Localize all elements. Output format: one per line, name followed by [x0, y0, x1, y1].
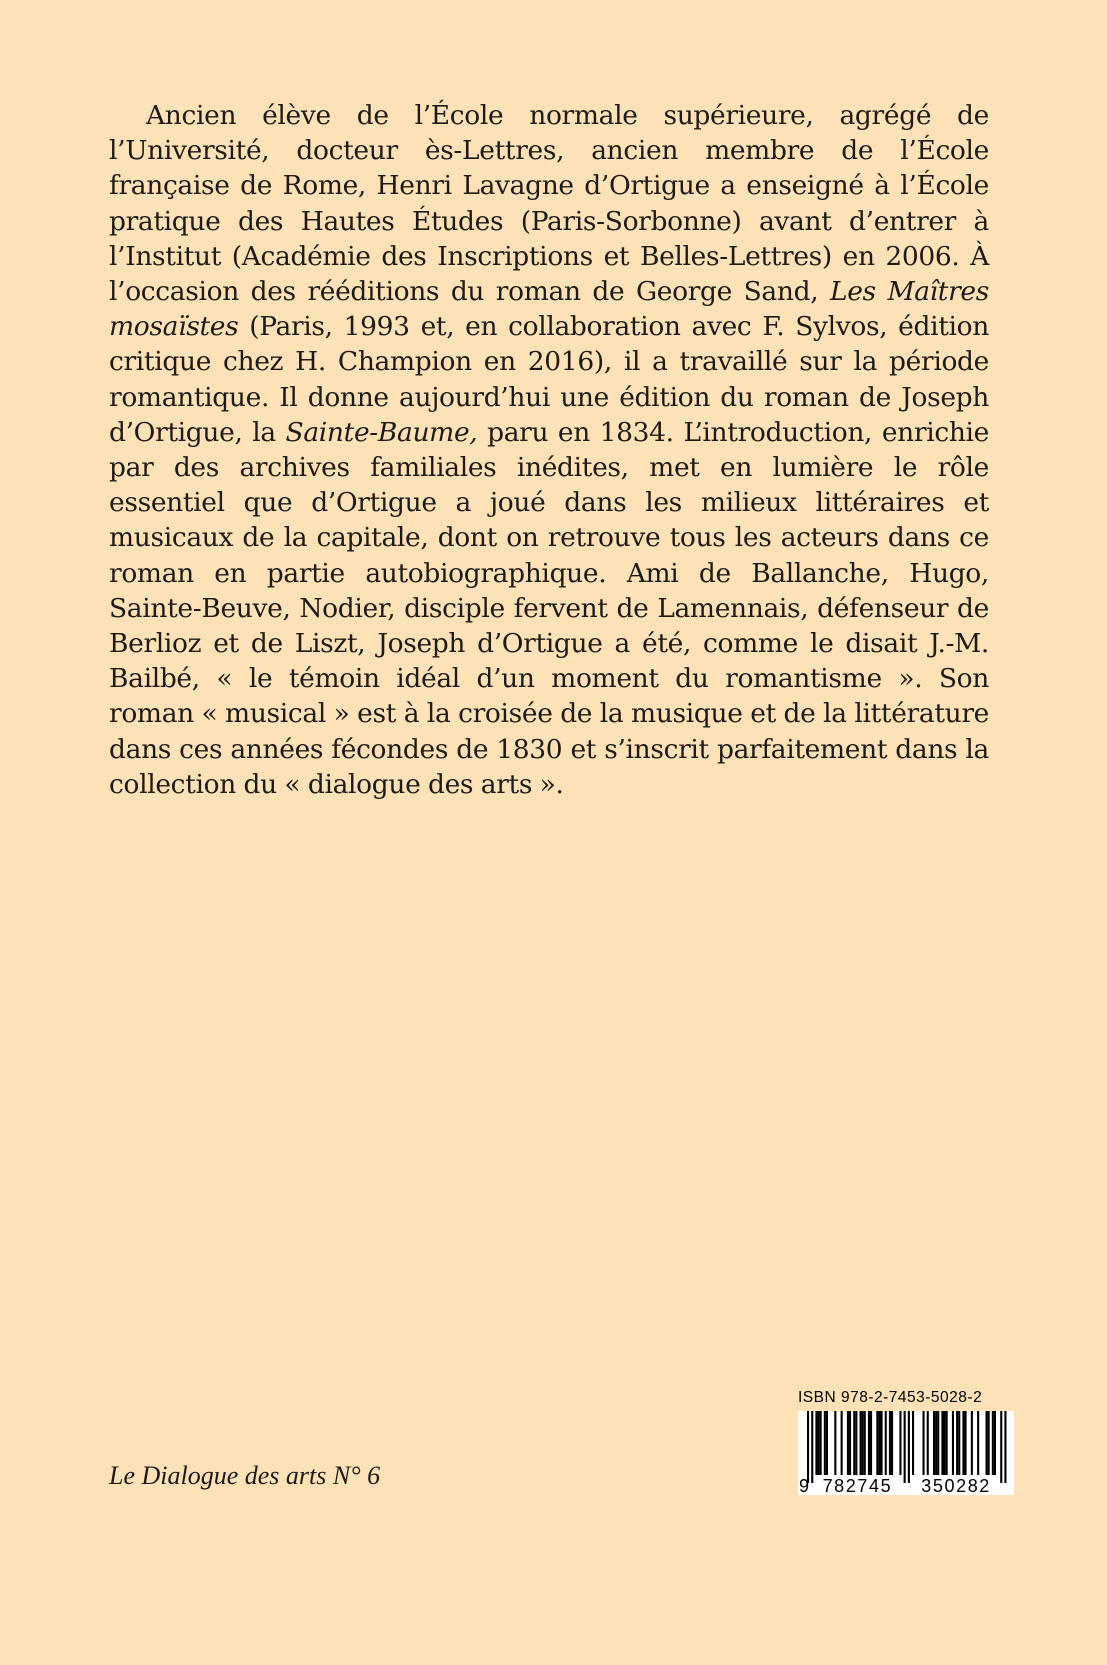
barcode-bar: [962, 1411, 964, 1475]
barcode-bar: [992, 1411, 994, 1475]
barcode-bar: [988, 1411, 990, 1475]
barcode-bar: [860, 1411, 862, 1475]
blurb-book-title-2: Sainte-Baume,: [285, 416, 478, 448]
barcode-bar: [912, 1411, 914, 1475]
blurb-text-part-3: paru en 1834. L’introduction, enrichie par des archives familiales inédites, met en lumière le rôle essentiel que d’Ortigue a joué dans les milieux littéraires et musicaux de la capitale, dont on retrouve tous les acteurs dans ce roman en partie autobiographique. Ami de Ballanche, Hugo, Sainte-Beuve, Nodier, disciple fervent de Lamennais, défenseur de Berlioz et de Liszt, Joseph d’Ortigue a été, comme le disait J.-M. Bailbé, « le témoin idéal d’un moment du romantisme ». Son roman « musical » est à la croisée de la musique et de la littérature dans ces années fécondes de 1830 et s’inscrit parfaitement dans la collection du « dialogue des arts ».: [109, 416, 990, 800]
blurb-paragraph: [109, 98, 989, 802]
barcode-bar: [1000, 1411, 1002, 1483]
barcode-bar: [876, 1411, 878, 1475]
barcode-bar: [971, 1411, 973, 1475]
barcode-bar: [868, 1411, 870, 1475]
barcode-bar: [977, 1411, 979, 1475]
barcode-bar: [811, 1411, 813, 1483]
barcode-bar: [965, 1411, 967, 1475]
barcode-bar: [864, 1411, 866, 1475]
isbn-barcode-block: [798, 1389, 1014, 1495]
series-title: Le Dialogue des arts N° 6: [109, 1461, 381, 1490]
barcode-bar: [935, 1411, 937, 1475]
barcode-bar: [878, 1411, 880, 1475]
barcode-bar: [1004, 1411, 1006, 1483]
barcode-bar: [908, 1411, 910, 1483]
barcode-bar: [807, 1411, 809, 1483]
barcode-bar: [923, 1411, 925, 1475]
barcode-bar: [927, 1411, 929, 1475]
barcode-bar: [933, 1411, 935, 1475]
barcode-bar: [815, 1411, 817, 1475]
barcode-bar: [994, 1411, 996, 1475]
barcode-bar: [986, 1411, 988, 1475]
barcode-bar: [891, 1411, 893, 1475]
barcode-bar: [899, 1411, 901, 1475]
barcode-bar: [820, 1411, 822, 1475]
barcode-bar: [847, 1411, 849, 1475]
barcode-digit-lead: 9: [799, 1476, 811, 1495]
blurb-text-part-2: (Paris, 1993 et, en collaboration avec F. Sylvos, édition critique chez H. Champion en 2016), il a travaillé sur la période romantique. Il donne aujourd’hui une édition du roman de Joseph d’Ortigue, la: [109, 311, 990, 448]
barcode-bar: [824, 1411, 826, 1475]
barcode-bar: [937, 1411, 939, 1475]
barcode: [798, 1411, 1014, 1495]
barcode-bar: [904, 1411, 906, 1483]
barcode-bar: [818, 1411, 820, 1475]
barcode-bar: [889, 1411, 891, 1475]
barcode-bar: [870, 1411, 872, 1475]
barcode-bar: [826, 1411, 828, 1475]
barcode-digits-right: 350282: [921, 1476, 991, 1495]
barcode-bar: [853, 1411, 855, 1475]
barcode-bar: [885, 1411, 887, 1475]
blurb-book-title-1: Les Maîtres mosaïstes: [109, 276, 989, 343]
barcode-bar: [944, 1411, 946, 1475]
barcode-digits-left: 782745: [822, 1476, 893, 1495]
barcode-bar: [841, 1411, 843, 1475]
barcode-bar: [952, 1411, 954, 1475]
barcode-bar: [958, 1411, 960, 1475]
isbn-number: ISBN 978-2-7453-5028-2: [798, 1389, 983, 1406]
barcode-bar: [946, 1411, 948, 1475]
barcode-bar: [834, 1411, 836, 1475]
barcode-bar: [855, 1411, 857, 1475]
barcode-bar: [881, 1411, 883, 1475]
blurb-text-part-1: Ancien élève de l’École normale supérieure, agrégé de l’Université, docteur ès-Lettres, ancien membre de l’École française de Rome, Henri Lavagne d’Ortigue a enseigné à l’École pratique des Hautes Études (Paris-Sorbonne) avant d’entrer à l’Institut (Académie des Inscriptions et Belles-Lettres) en 2006. À l’occasion des rééditions du roman de George Sand,: [109, 100, 989, 308]
barcode-bar: [956, 1411, 958, 1475]
barcode-bar: [941, 1411, 943, 1475]
back-cover-blurb: [109, 98, 989, 802]
barcode-bar: [862, 1411, 864, 1475]
barcode-bar: [849, 1411, 851, 1475]
